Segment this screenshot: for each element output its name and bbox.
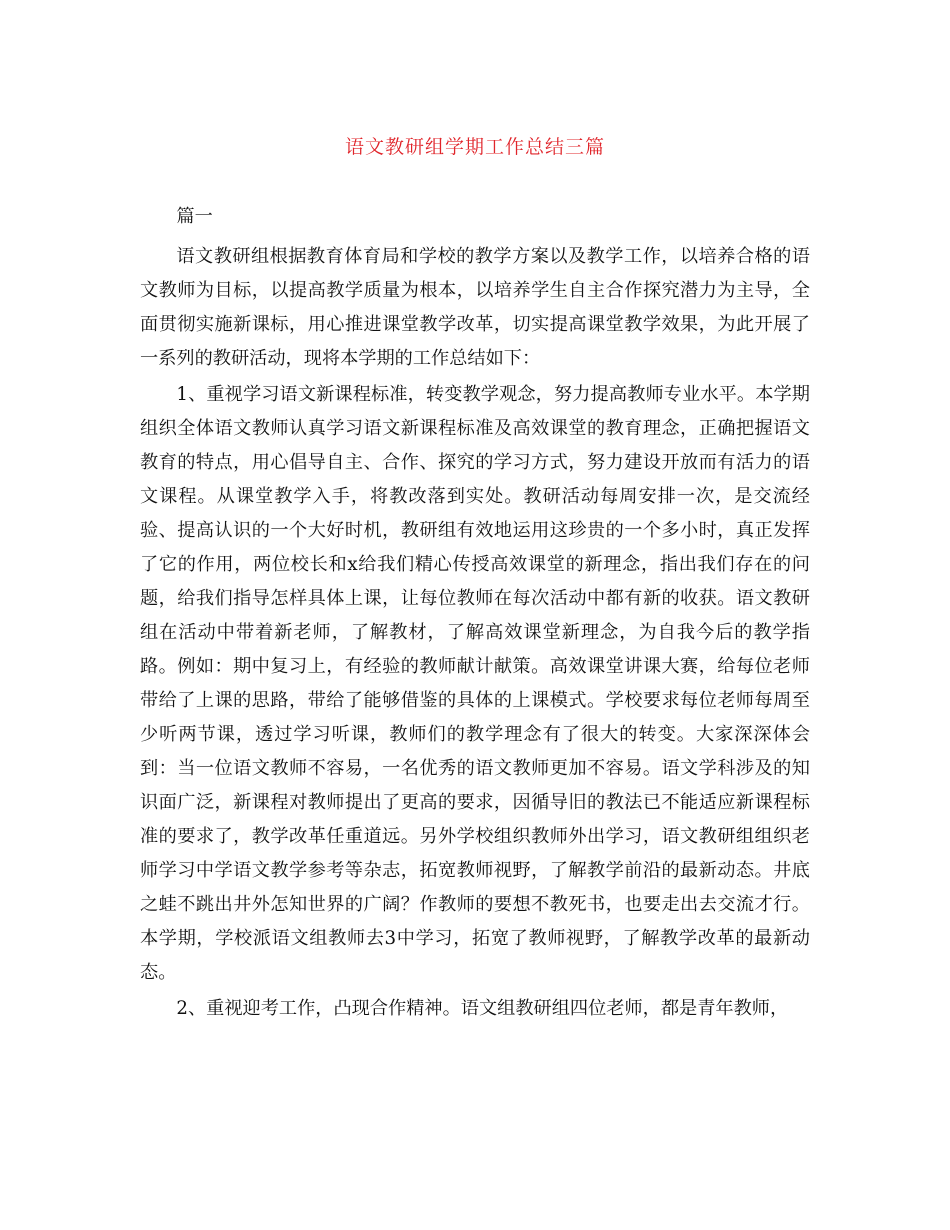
paragraph-item-1: 1、重视学习语文新课程标准，转变教学观念，努力提高教师专业水平。本学期组织全体语文教师认真学习语文新课程标准及高效课堂的教育理念，正确把握语文教育的特点，用心倡导自主、合作、探究的学习方式，努力建设开放而有活力的语文课程。从课堂教学入手，将教改落到实处。教研活动每周安排一次，是交流经验、提高认识的一个大好时机，教研组有效地运用这珍贵的一个多小时，真正发挥了它的作用，两位校长和x给我们精心传授高效课堂的新理念，指出我们存在的问题，给我们指导怎样具体上课，让每位教师在每次活动中都有新的收获。语文教研组在活动中带着新老师，了解教材，了解高效课堂新理念，为自我今后的教学指路。例如：期中复习上，有经验的教师献计献策。高效课堂讲课大赛，给每位老师带给了上课的思路，带给了能够借鉴的具体的上课模式。学校要求每位老师每周至少听两节课，透过学习听课，教师们的教学理念有了很大的转变。大家深深体会到：当一位语文教师不容易，一名优秀的语文教师更加不容易。语文学科涉及的知识面广泛，新课程对教师提出了更高的要求，因循导旧的教法已不能适应新课程标准的要求了，教学改革任重道远。另外学校组织教师外出学习，语文教研组组织老师学习中学语文教学参考等杂志，拓宽教师视野，了解教学前沿的最新动态。井底之蛙不跳出井外怎知世界的广阔？作教师的要想不教死书，也要走出去交流才行。本学期，学校派语文组教师去3中学习，拓宽了教师视野，了解教学改革的最新动态。 (140, 384, 810, 983)
document-body (140, 200, 810, 1028)
paragraph-intro: 语文教研组根据教育体育局和学校的教学方案以及教学工作，以培养合格的语文教师为目标，以提高教学质量为根本，以培养学生自主合作探究潜力为主导，全面贯彻实施新课标，用心推进课堂教学改革，切实提高课堂教学效果，为此开展了一系列的教研活动，现将本学期的工作总结如下： (140, 246, 810, 369)
section-label: 篇一 (176, 206, 213, 227)
document-title: 语文教研组学期工作总结三篇 (344, 136, 605, 158)
paragraph-item-2: 2、重视迎考工作，凸现合作精神。语文组教研组四位老师，都是青年教师， (176, 998, 789, 1019)
